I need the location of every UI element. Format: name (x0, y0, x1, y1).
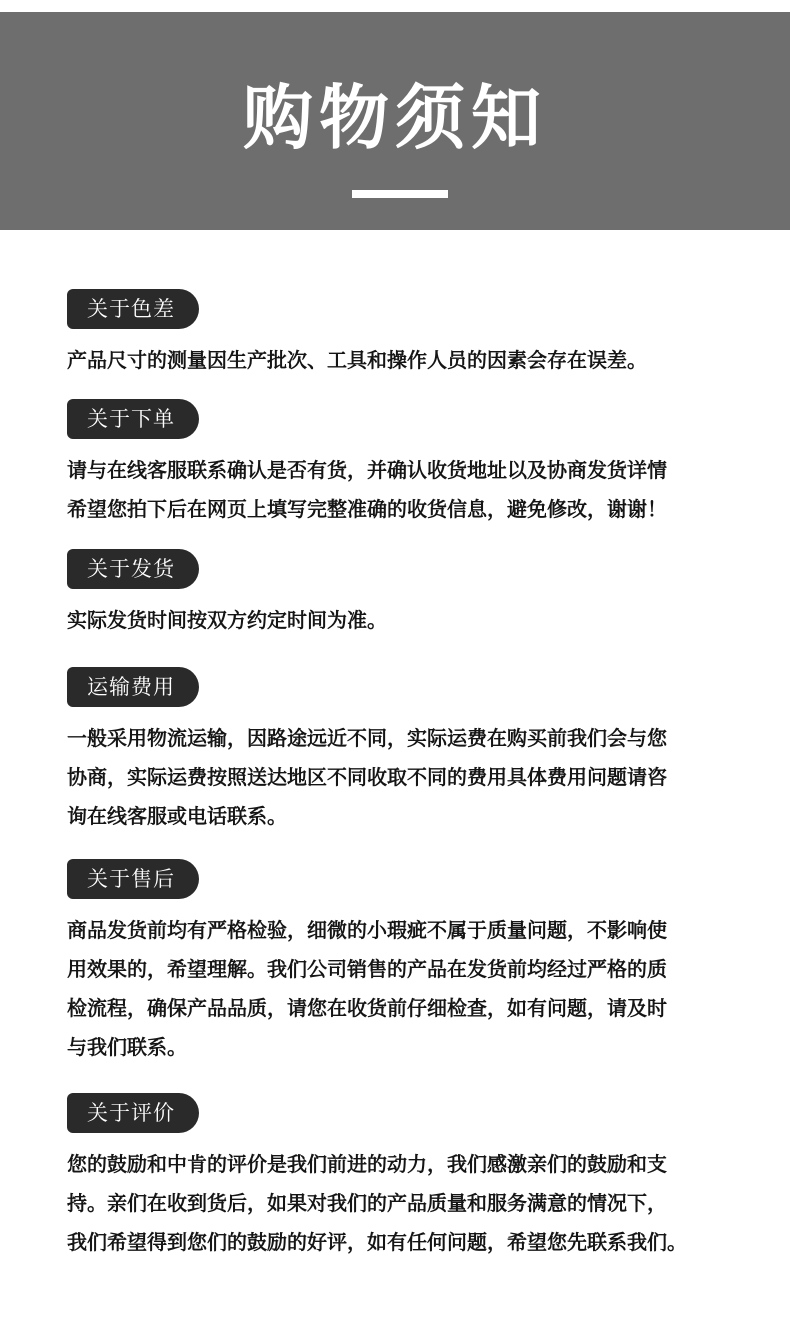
section-label: 关于下单 (67, 399, 199, 439)
section-reviews (67, 1093, 767, 1262)
section-label: 关于售后 (67, 859, 199, 899)
section-ordering (67, 399, 767, 529)
section-label: 关于发货 (67, 549, 199, 589)
title-underline (352, 190, 448, 198)
section-freight (67, 667, 767, 836)
section-text: 请与在线客服联系确认是否有货，并确认收货地址以及协商发货详情 希望您拍下后在网页上填写完整准确的收货信息，避免修改，谢谢！ (67, 458, 667, 521)
section-color-difference (67, 289, 767, 380)
section-text: 一般采用物流运输，因路途远近不同，实际运费在购买前我们会与您 协商，实际运费按照送达地区不同收取不同的费用具体费用问题请咨 询在线客服或电话联系。 (67, 726, 667, 828)
section-label: 运输费用 (67, 667, 199, 707)
section-label: 关于色差 (67, 289, 199, 329)
section-after-sales (67, 859, 767, 1067)
page-title: 购物须知 (243, 77, 547, 159)
header-banner (0, 12, 790, 230)
section-text: 您的鼓励和中肯的评价是我们前进的动力，我们感激亲们的鼓励和支 持。亲们在收到货后，如果对我们的产品质量和服务满意的情况下， 我们希望得到您们的鼓励的好评，如有任何问题，希望您先联系我们。 (67, 1152, 687, 1254)
section-text: 实际发货时间按双方约定时间为准。 (67, 608, 387, 632)
section-label: 关于评价 (67, 1093, 199, 1133)
section-text: 产品尺寸的测量因生产批次、工具和操作人员的因素会存在误差。 (67, 348, 647, 372)
section-shipping (67, 549, 767, 640)
section-text: 商品发货前均有严格检验，细微的小瑕疵不属于质量问题，不影响使 用效果的，希望理解。我们公司销售的产品在发货前均经过严格的质 检流程，确保产品品质，请您在收货前仔细检查，如有问题，请及时 与我们联系。 (67, 918, 667, 1059)
